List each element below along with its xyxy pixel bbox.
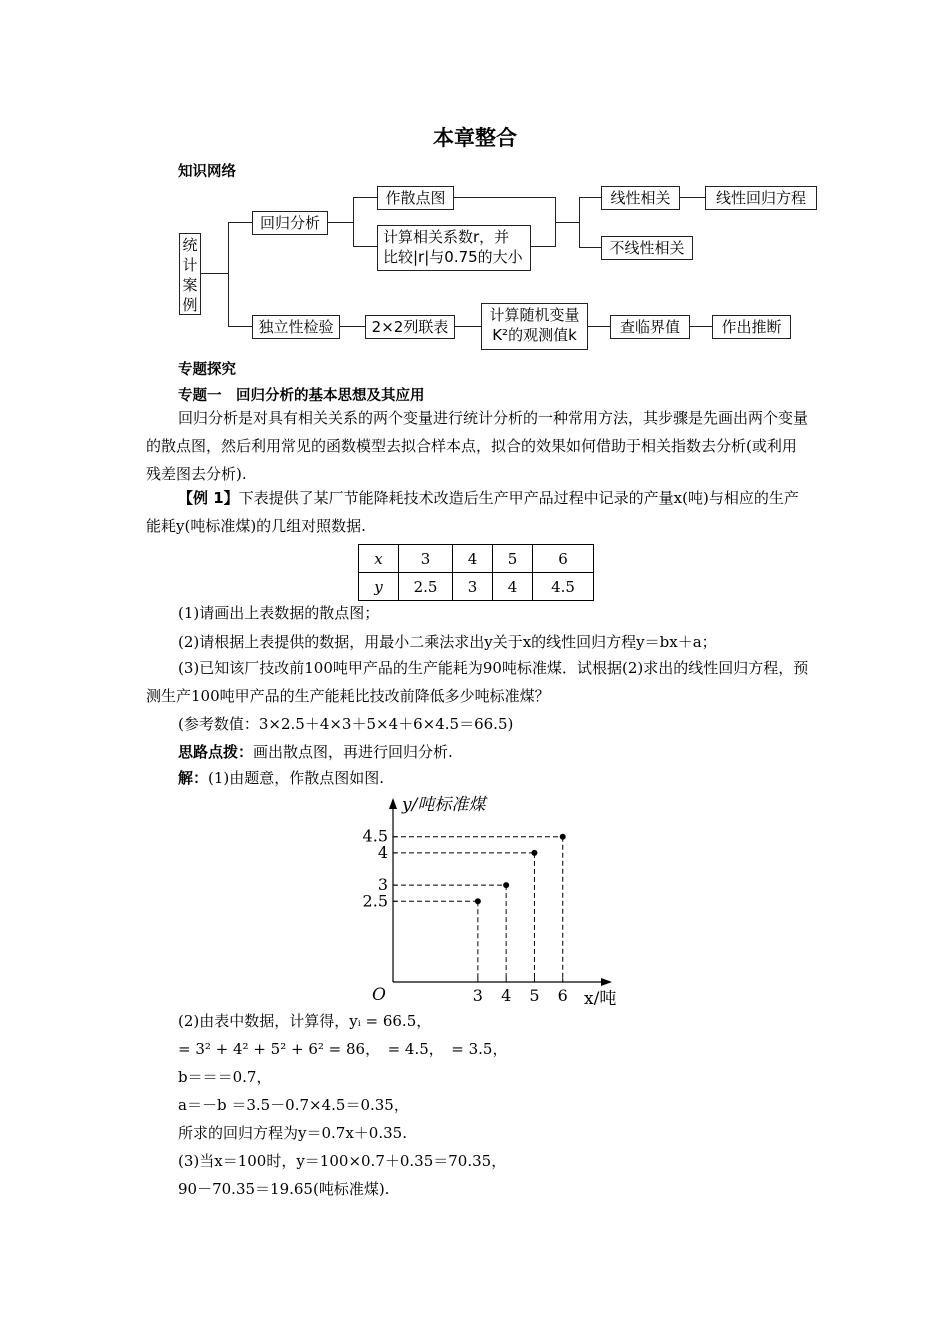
k2-statistic-box [481,303,588,350]
y-tick-label: 4.5 [362,826,388,846]
connector [579,197,580,248]
connector [228,222,229,327]
chart-axes [372,795,616,1005]
scatter-chart [360,790,630,1005]
hint-text: 画出散点图，再进行回归分析. [253,743,453,761]
data-point [531,850,537,856]
connector [680,197,705,198]
connector [455,326,481,327]
topic-section-heading: 专题探究 [178,362,236,378]
connector [690,326,712,327]
data-point [560,834,566,840]
table-cell: 4.5 [533,573,594,601]
table-row [359,545,594,573]
connector [353,246,377,247]
solution-3-line-2: 90－70.35＝19.65(吨标准煤). [178,1180,390,1198]
connector [579,247,601,248]
correlation-line-2: 比较|r|与0.75的大小 [383,248,523,266]
root-char: 案 [182,276,198,294]
table-cell: y [359,573,399,601]
y-tick-label: 2.5 [362,891,388,911]
contingency-table-box: 2×2列联表 [365,315,455,339]
solution-2-line-3: b＝＝＝0.7， [178,1068,272,1086]
make-inference-box: 作出推断 [712,315,791,339]
question-2: (2)请根据上表提供的数据，用最小二乘法求出y关于x的线性回归方程y＝bx＋a； [178,633,717,651]
table-cell: x [359,545,399,573]
data-point [475,898,481,904]
connector [353,197,377,198]
data-table [358,544,594,601]
table-cell: 4 [453,545,493,573]
connector [579,197,601,198]
k2-line-2: K²的观测值k [492,326,577,344]
x-tick-label: 4 [501,986,512,1005]
connector [454,197,556,198]
x-tick-label: 3 [472,986,483,1005]
connector [228,222,252,223]
connector [555,222,580,223]
connector [328,222,354,223]
y-axis-arrow [389,798,397,809]
root-char: 例 [182,296,198,314]
solution-2-line-5: 所求的回归方程为y＝0.7x＋0.35. [178,1124,407,1142]
connector [353,197,354,247]
example1-text: 下表提供了某厂节能降耗技术改造后生产甲产品过程中记录的产量x(吨)与相应的生产能耗y(吨标准煤)的几组对照数据. [146,489,799,535]
topic1-heading: 专题一 回归分析的基本思想及其应用 [178,388,425,404]
solution-part-1 [178,767,384,789]
root-box-statistics-cases [179,233,201,315]
knowledge-network-heading: 知识网络 [178,164,236,180]
correlation-box [377,225,531,271]
reference-values: (参考数值：3×2.5＋4×3＋5×4＋6×4.5＝66.5) [178,715,514,733]
connector [340,326,365,327]
table-cell: 2.5 [399,573,453,601]
k2-line-1: 计算随机变量 [489,306,580,324]
connector [200,273,229,274]
table-cell: 6 [533,545,594,573]
connector [588,326,610,327]
solution-2-line-1: (2)由表中数据，计算得，yᵢ = 66.5， [178,1012,432,1030]
linear-regression-equation-box: 线性回归方程 [705,186,817,210]
connector [531,246,556,247]
example1-statement [146,484,811,540]
x-tick-label: 6 [557,986,568,1005]
topic1-intro: 回归分析是对具有相关关系的两个变量进行统计分析的一种常用方法，其步骤是先画出两个变量的散点图，然后利用常见的函数模型去拟合样本点，拟合的效果如何借助于相关指数去分析(或利用残差图去分析). [146,409,809,483]
critical-value-box: 查临界值 [610,315,690,339]
independence-test-box: 独立性检验 [252,315,340,339]
solution-label: 解： [178,769,209,787]
page-title: 本章整合 [433,126,517,150]
regression-analysis-box: 回归分析 [252,211,328,235]
y-axis-label: y/吨标准煤 [402,795,486,815]
solution-2-line-2: = 3² + 4² + 5² + 6² = 86， = 4.5， = 3.5， [178,1040,508,1058]
x-tick-label: 5 [529,986,540,1005]
x-axis-arrow [601,978,612,986]
table-cell: 3 [453,573,493,601]
root-char: 统 [182,236,198,254]
table-cell: 5 [493,545,533,573]
origin-label: O [372,985,386,1005]
hint-label: 思路点拨： [178,743,254,761]
y-tick-label: 3 [377,875,388,895]
table-row [359,573,594,601]
connector [228,326,252,327]
solution-1-text: (1)由题意，作散点图如图. [208,769,385,787]
hint-line [178,741,453,763]
y-tick-label: 4 [377,842,388,862]
table-cell: 4 [493,573,533,601]
solution-2-line-4: a＝－b ＝3.5－0.7×4.5＝0.35， [178,1096,409,1114]
linear-correlation-box: 线性相关 [601,186,680,210]
example1-label: 【例 1】 [178,489,239,507]
nonlinear-correlation-box: 不线性相关 [601,236,693,260]
data-point [503,882,509,888]
solution-3-line-1: (3)当x＝100时，y＝100×0.7＋0.35＝70.35， [178,1152,507,1170]
correlation-line-1: 计算相关系数r，并 [383,228,510,246]
scatter-plot-box: 作散点图 [377,186,454,210]
question-3: (3)已知该厂技改前100吨甲产品的生产能耗为90吨标准煤．试根据(2)求出的线性回归方程，预测生产100吨甲产品的生产能耗比技改前降低多少吨标准煤？ [146,659,809,705]
x-axis-label: x/吨 [584,989,617,1005]
question-1: (1)请画出上表数据的散点图； [178,604,380,622]
table-cell: 3 [399,545,453,573]
root-char: 计 [182,256,198,274]
